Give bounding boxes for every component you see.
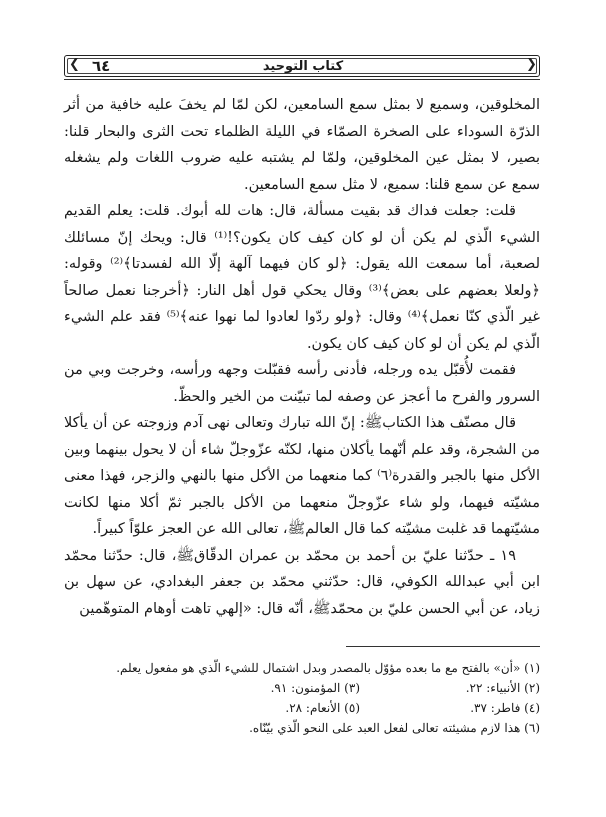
- header-ornament-right-icon: ❯: [526, 57, 537, 72]
- footnote-1: (١) «أن» بالفتح مع ما بعده مؤوّل بالمصدر وبدل اشتمال للشيء الّذي هو مفعول يعلم.: [116, 661, 540, 675]
- paragraph-4: قال مصنّف هذا الكتابﷺ: إنّ الله تبارك وتعالى نهى آدم وزوجته عن أن يأكلا من الشجرة، وقد علم أنّهما يأكلان منها، لكنّه عزّوجلّ شاء أن لا يحول بينهما وبين الأكل منها بالجبر والقدرة⁽٦⁾ كما منعهما من الأكل منها بالنهي والزجر، فهذا معنى مشيّته فيهما، ولو شاء عزّوجلّ منعهما من الأكل بالجبر ثمّ أكلا منها لكانت مشيّتهما قد غلبت مشيّته كما قال العالمﷺ، تعالى الله عن العجز علوّاً كبيراً.: [64, 415, 541, 537]
- paragraph-3: فقمت لأُقبّل يده ورجله، فأدنى رأسه فقبّلت وجهه ورأسه، وخرجت وبي من السرور والفرح ما أعجز عن وصفه لما تبيّنت من الخير والحظّ.: [64, 362, 540, 405]
- footnote-row: [64, 658, 540, 678]
- footnote-2: (٢) الأنبياء: ٢٢.: [465, 681, 540, 695]
- main-text: [64, 92, 540, 622]
- header-rule: [64, 79, 540, 80]
- footnote-6: (٦) هذا لازم مشيئته تعالى لفعل العبد على النحو الّذي بيّنّاه.: [249, 721, 540, 735]
- running-header-title: كتاب التوحيد: [262, 59, 344, 74]
- footnote-5: (٥) الأنعام: ٢٨.: [285, 701, 360, 715]
- paragraph-2: قلت: جعلت فداك قد بقيت مسألة، قال: هات لله أبوك. قلت: يعلم القديم الشيء الّذي لم يكن أن لو كان كيف كان يكون؟!⁽¹⁾ قال: ويحك إنّ مسائلك لصعبة، أما سمعت الله يقول: ﴿لو كان فيهما آلهة إلّا الله لفسدتا﴾⁽²⁾ وقوله: ﴿ولعلا بعضهم على بعض﴾⁽³⁾ وقال يحكي قول أهل النار: ﴿أخرجنا نعمل صالحاً غير الّذي كنّا نعمل﴾⁽⁴⁾ وقال: ﴿ولو ردّوا لعادوا لما نهوا عنه﴾⁽⁵⁾ فقد علم الشيء الّذي لم يكن أن لو كان كيف كان يكون.: [64, 203, 541, 352]
- footnote-4: (٤) فاطر: ٣٧.: [470, 701, 540, 715]
- footnote-row: [64, 718, 540, 738]
- footnote-3: (٣) المؤمنون: ٩١.: [270, 681, 360, 695]
- header-ornament-left-icon: ❮: [69, 57, 80, 72]
- footnote-separator: [346, 646, 540, 647]
- page-number: ٦٤: [92, 57, 111, 75]
- footnote-row: [64, 678, 540, 698]
- paragraph-1: المخلوقين، وسميع لا بمثل سمع السامعين، لكن لمّا لم يخفَ عليه خافية من أثر الذرّة السوداء على الصخرة الصمّاء في الليلة الظلماء تحت الثرى والبحار قلنا: بصير، لا بمثل عين المخلوقين، ولمّا لم يشتبه عليه ضروب اللغات ولم يشغله سمع عن سمع قلنا: سميع، لا مثل سمع السامعين.: [64, 97, 540, 193]
- footnote-row: [64, 698, 540, 718]
- paragraph-5-hadith-19: ١٩ ـ حدّثنا عليّ بن أحمد بن محمّد بن عمران الدقّاقﷺ، قال: حدّثنا محمّد ابن أبي عبدالله الكوفي، قال: حدّثني محمّد بن جعفر البغدادي، عن سهل بن زياد، عن أبي الحسن عليّ بن محمّدﷺ، أنّه قال: «إلهي تاهت أوهام المتوهّمين: [64, 547, 540, 617]
- footnotes: [64, 658, 540, 738]
